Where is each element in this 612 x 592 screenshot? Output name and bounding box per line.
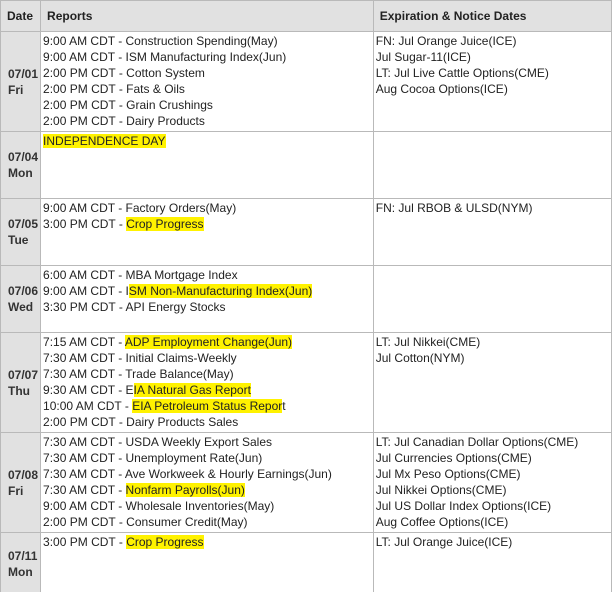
day-row <box>1 199 612 266</box>
report-text: 9:00 AM CDT - I <box>43 284 129 298</box>
report-item <box>43 65 373 81</box>
date-cell <box>1 266 41 333</box>
header-reports: Reports <box>41 1 374 32</box>
report-item <box>43 534 373 550</box>
header-date: Date <box>1 1 41 32</box>
date-label: 07/11 <box>8 548 38 563</box>
report-item <box>43 414 373 430</box>
report-text: 2:00 PM CDT - Dairy Products Sales <box>43 415 239 429</box>
header-expiration: Expiration & Notice Dates <box>373 1 611 32</box>
expiration-item: LT: Jul Canadian Dollar Options(CME) <box>375 435 579 449</box>
expirations-cell <box>373 533 611 592</box>
expirations-cell <box>373 32 611 132</box>
reports-cell <box>41 132 374 199</box>
date-cell <box>1 32 41 132</box>
highlighted-report-text: EIA Petroleum Status Repor <box>132 399 283 413</box>
highlighted-report-text: Crop Progress <box>126 217 204 231</box>
expiration-item: Jul Currencies Options(CME) <box>375 451 532 465</box>
weekday-label: Mon <box>8 166 33 180</box>
highlighted-report-text: IA Natural Gas Report <box>133 383 251 397</box>
report-text: 9:30 AM CDT - E <box>43 383 134 397</box>
report-item <box>43 133 373 149</box>
expiration-item: LT: Jul Orange Juice(ICE) <box>375 535 513 549</box>
report-item <box>43 350 373 366</box>
report-text: 2:00 PM CDT - Grain Crushings <box>43 98 213 112</box>
weekday-label: Fri <box>8 483 24 498</box>
weekday-label: Tue <box>8 233 29 247</box>
date-label: 07/06 <box>8 284 39 298</box>
reports-cell <box>41 199 374 266</box>
report-item <box>43 283 373 299</box>
report-item <box>43 49 373 65</box>
report-text: 9:00 AM CDT - ISM Manufacturing Index(Jun) <box>43 50 287 64</box>
expiration-item: Jul Mx Peso Options(CME) <box>375 467 521 481</box>
calendar-body <box>1 32 612 592</box>
highlighted-report-text: Nonfarm Payrolls(Jun) <box>125 483 245 497</box>
report-text: 7:30 AM CDT - USDA Weekly Export Sales <box>43 435 273 449</box>
report-item <box>43 81 373 97</box>
report-item <box>43 398 373 414</box>
report-text: 3:00 PM CDT - <box>43 535 127 549</box>
header-row <box>1 1 612 32</box>
day-row <box>1 333 612 433</box>
weekday-label: Wed <box>8 300 34 314</box>
report-item <box>43 267 373 283</box>
reports-cell <box>41 433 374 533</box>
report-text: 9:00 AM CDT - Wholesale Inventories(May) <box>43 499 275 513</box>
expiration-item: Jul Sugar-11(ICE) <box>375 50 471 64</box>
report-item <box>43 466 373 482</box>
report-text: 6:00 AM CDT - MBA Mortgage Index <box>43 268 238 282</box>
report-text: 2:00 PM CDT - Fats & Oils <box>43 82 185 96</box>
expiration-item: Jul Nikkei Options(CME) <box>375 483 507 497</box>
date-label: 07/01 <box>8 66 39 81</box>
expirations-cell <box>373 132 611 199</box>
report-text: 7:30 AM CDT - <box>43 483 126 497</box>
report-text: 7:15 AM CDT - <box>43 335 125 349</box>
report-item <box>43 498 373 514</box>
highlighted-report-text: Crop Progress <box>126 535 204 549</box>
report-text: 7:30 AM CDT - Unemployment Rate(Jun) <box>43 451 263 465</box>
report-item <box>43 113 373 129</box>
expirations-cell <box>373 433 611 533</box>
report-item <box>43 366 373 382</box>
reports-cell <box>41 533 374 592</box>
date-label: 07/07 <box>8 367 39 382</box>
expirations-cell <box>373 266 611 333</box>
expiration-item: Aug Coffee Options(ICE) <box>375 515 509 529</box>
report-text: 2:00 PM CDT - Dairy Products <box>43 114 205 128</box>
report-text: 3:30 PM CDT - API Energy Stocks <box>43 300 226 314</box>
report-item <box>43 382 373 398</box>
expiration-item: Aug Cocoa Options(ICE) <box>375 82 508 96</box>
weekday-label: Thu <box>8 383 30 398</box>
expirations-cell <box>373 333 611 433</box>
expiration-item: FN: Jul RBOB & ULSD(NYM) <box>375 201 533 215</box>
expiration-item: Jul Cotton(NYM) <box>375 351 465 365</box>
date-label: 07/04 <box>8 150 39 164</box>
reports-cell <box>41 266 374 333</box>
highlighted-report-text: INDEPENDENCE DAY <box>43 134 166 148</box>
date-cell <box>1 333 41 433</box>
report-text: 7:30 AM CDT - Trade Balance(May) <box>43 367 234 381</box>
report-text: 7:30 AM CDT - Initial Claims-Weekly <box>43 351 237 365</box>
highlighted-report-text: ADP Employment Change(Jun) <box>124 335 293 349</box>
day-row <box>1 433 612 533</box>
date-label: 07/08 <box>8 467 39 482</box>
reports-cell <box>41 32 374 132</box>
report-item <box>43 33 373 49</box>
report-item <box>43 216 373 232</box>
report-item <box>43 450 373 466</box>
weekday-label: Fri <box>8 82 24 97</box>
expiration-item: LT: Jul Nikkei(CME) <box>375 335 481 349</box>
day-row <box>1 32 612 132</box>
date-cell <box>1 132 41 199</box>
expiration-item: FN: Jul Orange Juice(ICE) <box>375 34 517 48</box>
weekday-label: Mon <box>8 564 33 579</box>
report-item <box>43 434 373 450</box>
reports-cell <box>41 333 374 433</box>
report-item <box>43 200 373 216</box>
report-item <box>43 97 373 113</box>
report-text: 10:00 AM CDT - <box>43 399 133 413</box>
report-item <box>43 334 373 350</box>
report-text: 7:30 AM CDT - Ave Workweek & Hourly Earnings(Jun) <box>43 467 332 481</box>
report-text: 2:00 PM CDT - Cotton System <box>43 66 205 80</box>
date-cell <box>1 199 41 266</box>
report-text: t <box>282 399 286 413</box>
date-cell <box>1 433 41 533</box>
date-label: 07/05 <box>8 217 39 231</box>
expiration-item: Jul US Dollar Index Options(ICE) <box>375 499 552 513</box>
report-item <box>43 514 373 530</box>
report-item <box>43 482 373 498</box>
day-row <box>1 266 612 333</box>
report-text: 2:00 PM CDT - Consumer Credit(May) <box>43 515 248 529</box>
report-text: 3:00 PM CDT - <box>43 217 127 231</box>
report-text: 9:00 AM CDT - Construction Spending(May) <box>43 34 278 48</box>
highlighted-report-text: SM Non-Manufacturing Index(Jun) <box>128 284 313 298</box>
report-text: 9:00 AM CDT - Factory Orders(May) <box>43 201 237 215</box>
report-item <box>43 299 373 315</box>
expirations-cell <box>373 199 611 266</box>
day-row <box>1 132 612 199</box>
day-row <box>1 533 612 592</box>
expiration-item: LT: Jul Live Cattle Options(CME) <box>375 66 549 80</box>
date-cell <box>1 533 41 592</box>
